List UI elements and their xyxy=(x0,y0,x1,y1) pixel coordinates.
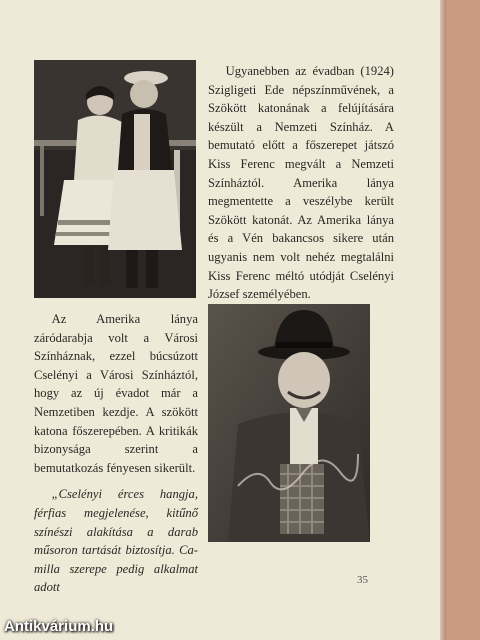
photo-portrait-cselenyi xyxy=(208,304,370,542)
photo-couple-costume xyxy=(34,60,196,298)
paragraph-quote: „Cselényi érces hangja, férfias megjelenése, kitűnő színészi alakítása a darab műsoron tartását biztosítja. Ca-milla szerepe pedig alkalmat adott xyxy=(34,487,198,595)
paragraph-season-1924: Ugyanebben az évadban (1924) Szigligeti Ede népszínművének, a Szökött katonának a felújítására készült a Nemzeti Színház. A bemutató előtt a főszerepet játszó Kiss Ferenc megvált a Nemzeti Színháztól. Amerika lánya megmentette a veszélybe került Szökött katonát. Az Amerika lánya és a Vén bakancsos sikere után ugyanis nem volt nehéz megtalálni Kiss Ferenc méltó utódját Cselényi József személyében. xyxy=(208,64,394,302)
paragraph-farewell: Az Amerika lánya záródarabja volt a Városi Színháznak, ezzel búcsúzott Cselényi a Városi Színháztól, hogy az új évadot már a Nemzetiben kezdje. A szökött katona főszerepében. A kritikák bizonysága szerint a bemutatkozás fényesen sikerült. xyxy=(34,312,198,475)
page-edge xyxy=(440,0,446,640)
watermark-logo: Antikvárium.hu xyxy=(4,618,114,635)
left-column-text xyxy=(34,310,198,597)
page-number: 35 xyxy=(357,574,368,586)
right-column-top-text xyxy=(208,62,394,304)
